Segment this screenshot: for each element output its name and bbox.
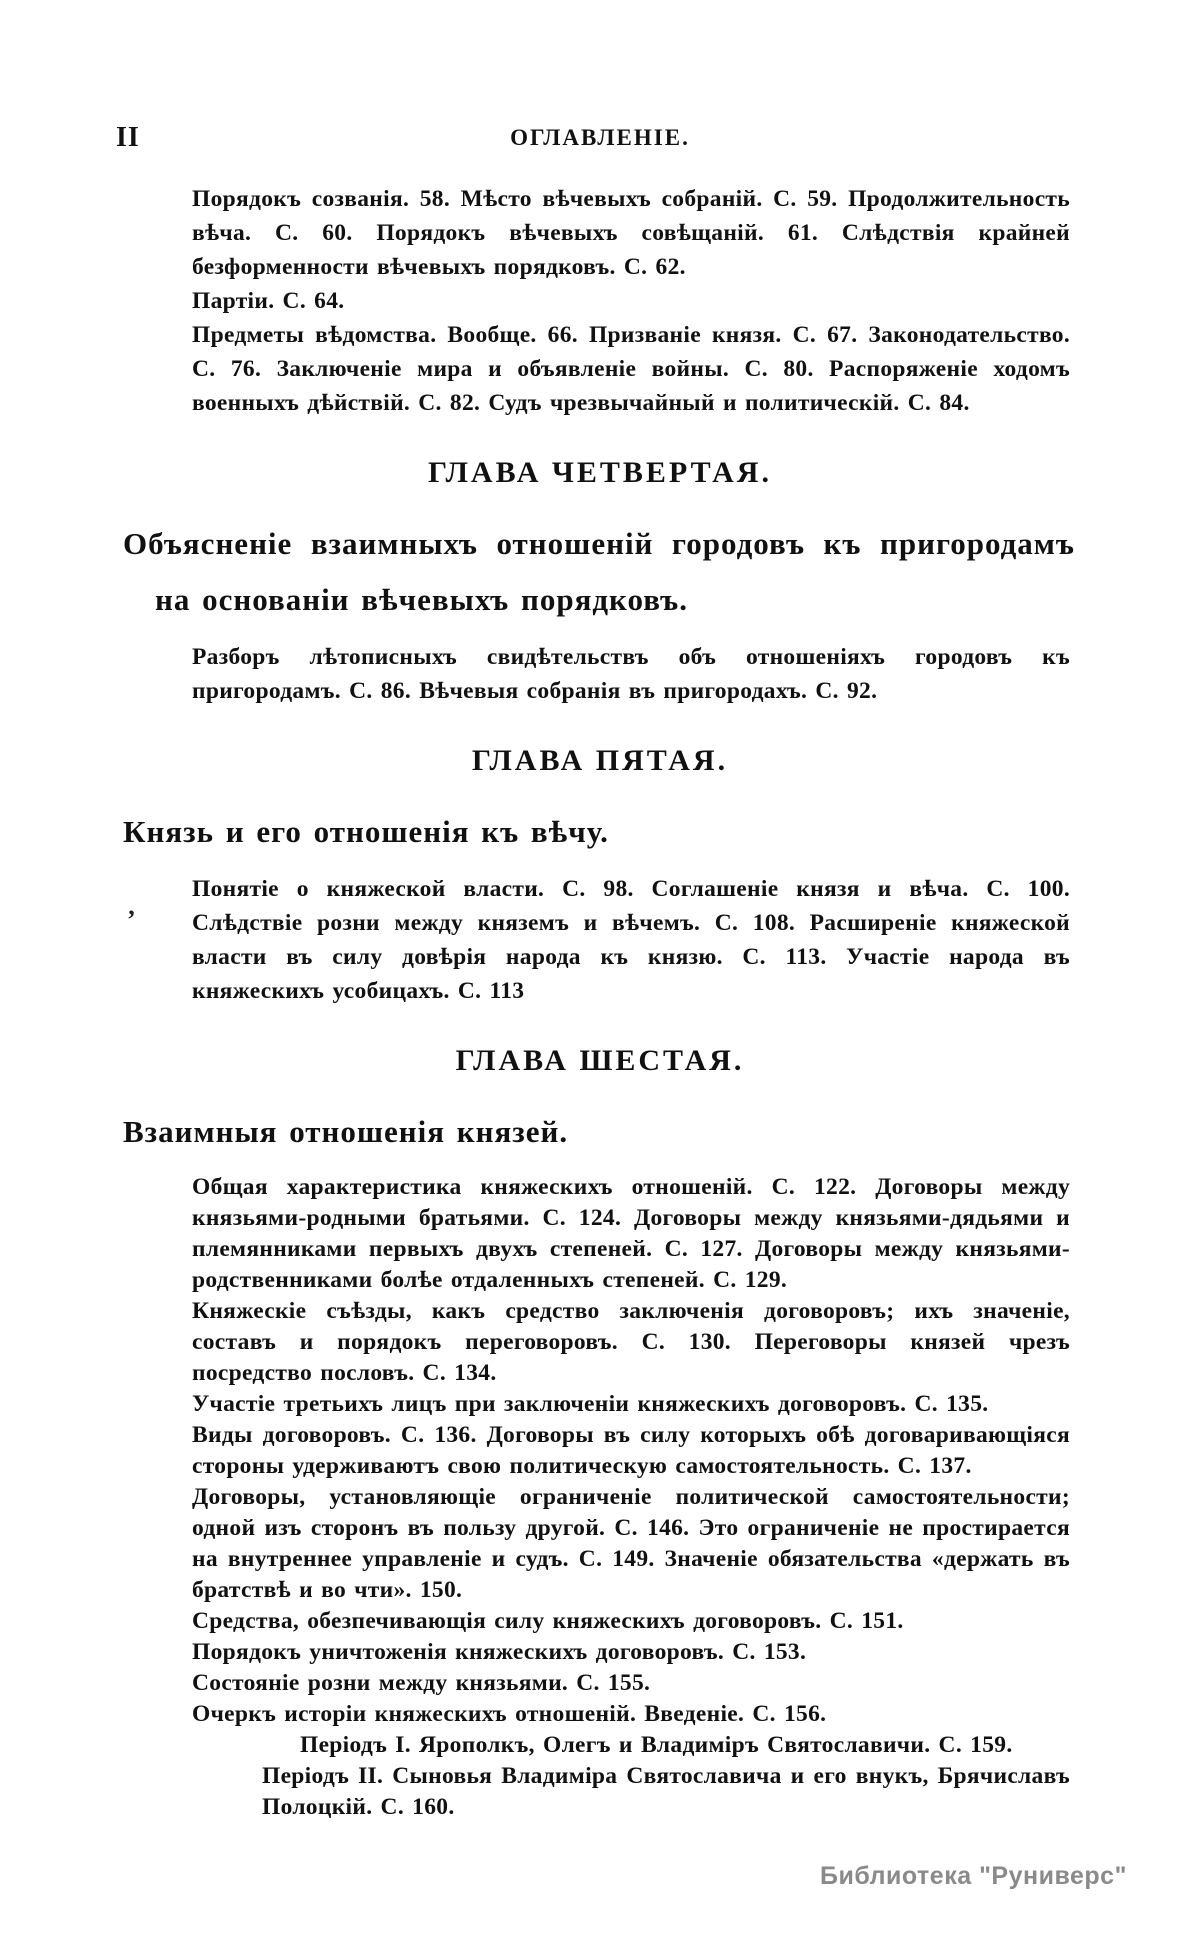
toc-entry: Договоры, установляющіе ограниченіе политической самостоятельности; одной изъ сторонъ въ пользу другой. С. 146. Это ограниченіе не простирается на внутреннее управленіе и судъ. С. 149. Значеніе обязательства «держать въ братствѣ и во чти». 150. <box>192 1484 1070 1603</box>
toc-entry: Участіе третьихъ лицъ при заключеніи княжескихъ договоровъ. С. 135. <box>192 1391 989 1417</box>
page-header <box>0 122 1200 158</box>
toc-entry: Порядокъ созванія. 58. Мѣсто вѣчевыхъ собраній. С. 59. Продолжительность вѣча. С. 60. Порядокъ вѣчевыхъ совѣщаній. 61. Слѣдствія крайней безформенности вѣчевыхъ порядковъ. С. 62. <box>192 186 1070 280</box>
toc-entry: Очеркъ исторіи княжескихъ отношеній. Введеніе. С. 156. <box>192 1701 827 1727</box>
chapter-4-entries <box>192 640 1070 708</box>
chapter-heading-4: ГЛАВА ЧЕТВЕРТАЯ. <box>428 456 772 489</box>
toc-entry: Виды договоровъ. С. 136. Договоры въ силу которыхъ обѣ договаривающіяся стороны удерживаютъ свою политическую самостоятельность. С. 137. <box>192 1422 1070 1479</box>
page-number: II <box>116 122 140 153</box>
toc-entry: Порядокъ уничтоженія княжескихъ договоровъ. С. 153. <box>192 1639 807 1665</box>
toc-entry: Общая характеристика княжескихъ отношеній. С. 122. Договоры между князьями-родными братьями. С. 124. Договоры между князьями-дядьями и племянниками первыхъ двухъ степеней. С. 127. Договоры между князьями-родственниками болѣе отдаленныхъ степеней. С. 129. <box>192 1174 1070 1293</box>
toc-subentry-period-2: Періодъ II. Сыновья Владиміра Святославича и его внукъ, Брячиславъ Полоцкій. С. 160. <box>262 1763 1070 1820</box>
stray-ink-mark: ’ <box>127 905 136 934</box>
toc-entry: Разборъ лѣтописныхъ свидѣтельствъ объ отношеніяхъ городовъ къ пригородамъ. С. 86. Вѣчевыя собранія въ пригородахъ. С. 92. <box>192 644 1070 704</box>
intro-entries <box>192 182 1070 420</box>
chapter-title-5: Князь и его отношенія къ вѣчу. <box>123 814 609 849</box>
toc-entry: Предметы вѣдомства. Вообще. 66. Призваніе князя. С. 67. Законодательство. С. 76. Заключеніе мира и объявленіе войны. С. 80. Распоряженіе ходомъ военныхъ дѣйствій. С. 82. Судъ чрезвычайный и политическій. С. 84. <box>192 322 1070 416</box>
chapter-6-entries <box>192 1172 1070 1823</box>
chapter-title-4: Объясненіе взаимныхъ отношеній городовъ къ пригородамъ на основаніи вѣчевыхъ порядковъ. <box>123 526 1075 617</box>
toc-entry: Партіи. С. 64. <box>192 288 345 314</box>
chapter-heading-6: ГЛАВА ШЕСТАЯ. <box>455 1044 745 1077</box>
chapter-heading-5: ГЛАВА ПЯТАЯ. <box>471 744 729 777</box>
toc-entry: Состояніе розни между князьями. С. 155. <box>192 1670 651 1696</box>
toc-entry: Княжескіе съѣзды, какъ средство заключенія договоровъ; ихъ значеніе, составъ и порядокъ переговоровъ. С. 130. Переговоры князей чрезъ посредство пословъ. С. 134. <box>192 1298 1070 1386</box>
chapter-title-6: Взаимныя отношенія князей. <box>123 1114 569 1149</box>
running-title: ОГЛАВЛЕНІЕ. <box>510 125 690 150</box>
toc-subentry-period-1: Періодъ I. Ярополкъ, Олегъ и Владиміръ Святославичи. С. 159. <box>300 1732 1013 1758</box>
toc-entry: Средства, обезпечивающія силу княжескихъ договоровъ. С. 151. <box>192 1608 904 1634</box>
library-watermark: Библиотека "Руниверс" <box>820 1862 1127 1890</box>
toc-entry: Понятіе о княжеской власти. С. 98. Соглашеніе князя и вѣча. С. 100. Слѣдствіе розни между княземъ и вѣчемъ. С. 108. Расширеніе княжеской власти въ силу довѣрія народа къ князю. С. 113. Участіе народа въ княжескихъ усобицахъ. С. 113 <box>192 876 1070 1004</box>
chapter-5-entries <box>192 872 1070 1008</box>
table-of-contents <box>0 182 1200 1823</box>
